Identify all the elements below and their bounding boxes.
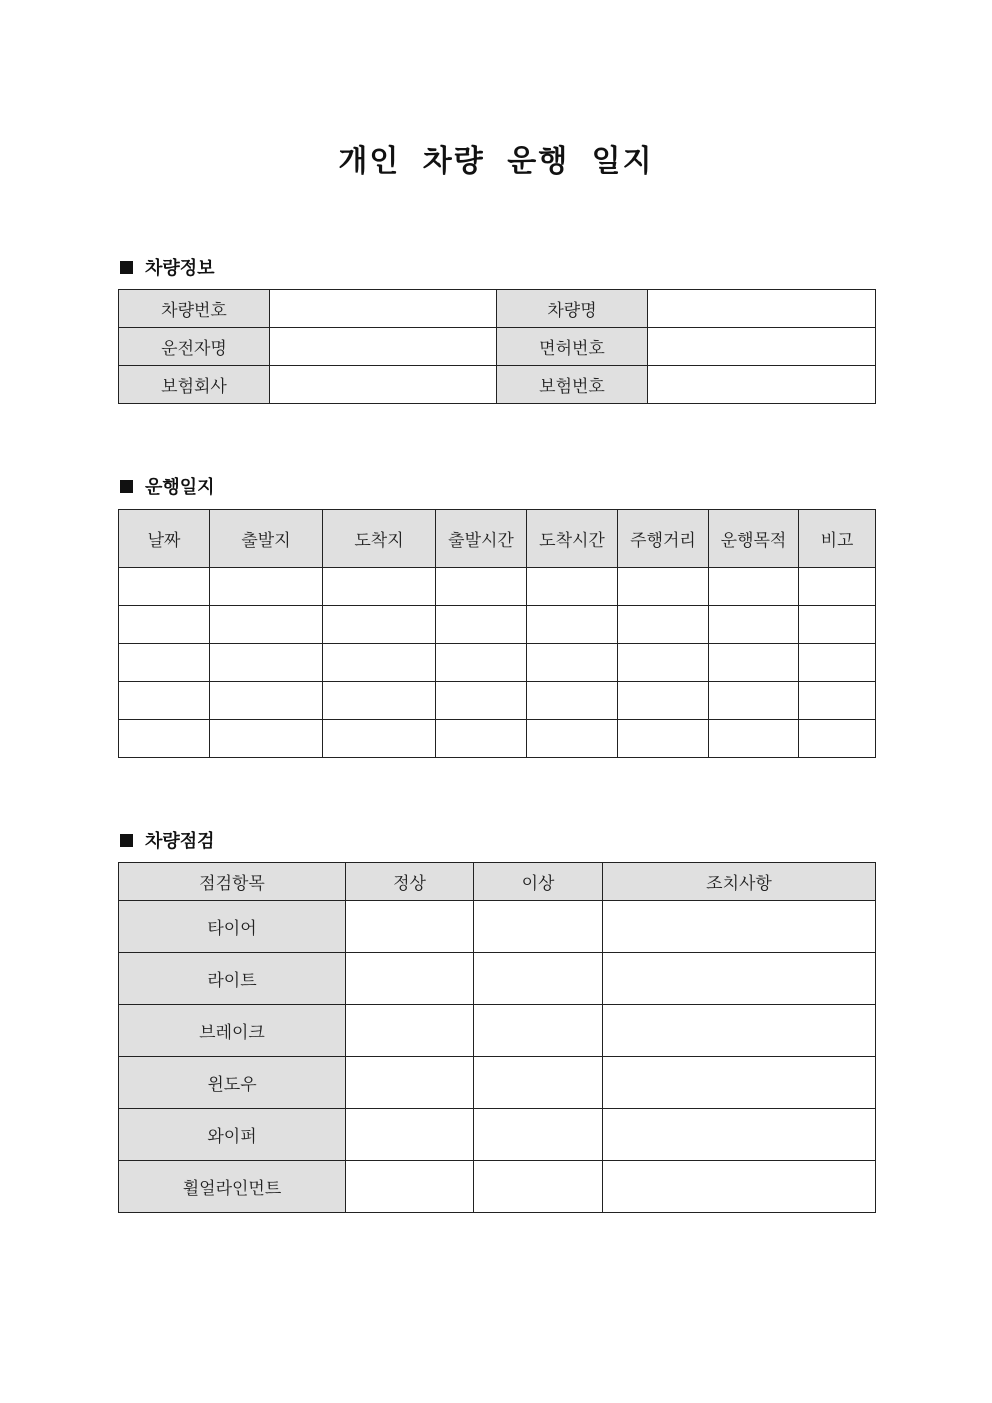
- table-cell[interactable]: [799, 644, 876, 682]
- abnormal-check-cell[interactable]: [474, 953, 603, 1005]
- column-header: 운행목적: [709, 510, 799, 568]
- table-cell[interactable]: [799, 568, 876, 606]
- table-cell[interactable]: [210, 682, 323, 720]
- abnormal-check-cell[interactable]: [474, 901, 603, 953]
- table-cell[interactable]: [527, 606, 618, 644]
- table-cell[interactable]: [527, 682, 618, 720]
- vehicle-info-table: [118, 289, 876, 404]
- table-row: [119, 568, 876, 606]
- normal-check-cell[interactable]: [346, 901, 474, 953]
- table-cell[interactable]: [436, 568, 527, 606]
- table-cell[interactable]: [709, 606, 799, 644]
- table-row: [119, 1109, 876, 1161]
- section-title: 차량점검: [145, 831, 215, 852]
- table-cell[interactable]: [709, 682, 799, 720]
- table-row: [119, 644, 876, 682]
- normal-check-cell[interactable]: [346, 1005, 474, 1057]
- table-cell[interactable]: [119, 682, 210, 720]
- column-header: 출발시간: [436, 510, 527, 568]
- action-taken-cell[interactable]: [603, 1109, 876, 1161]
- table-cell[interactable]: [709, 644, 799, 682]
- abnormal-check-cell[interactable]: [474, 1005, 603, 1057]
- action-taken-cell[interactable]: [603, 1057, 876, 1109]
- table-cell[interactable]: [799, 720, 876, 758]
- normal-check-cell[interactable]: [346, 953, 474, 1005]
- section-heading-inspection: [120, 827, 215, 853]
- inspection-item-label: 브레이크: [119, 1005, 346, 1057]
- field-label: 운전자명: [119, 328, 270, 366]
- table-cell[interactable]: [527, 568, 618, 606]
- field-value[interactable]: [648, 366, 876, 404]
- square-bullet-icon: [120, 834, 133, 847]
- inspection-item-label: 휠얼라인먼트: [119, 1161, 346, 1213]
- table-row: [119, 1005, 876, 1057]
- table-row: [119, 328, 876, 366]
- action-taken-cell[interactable]: [603, 901, 876, 953]
- table-cell[interactable]: [119, 606, 210, 644]
- table-cell[interactable]: [618, 568, 709, 606]
- table-cell[interactable]: [436, 682, 527, 720]
- table-cell[interactable]: [210, 606, 323, 644]
- column-header: 점검항목: [119, 863, 346, 901]
- table-cell[interactable]: [618, 682, 709, 720]
- table-row: [119, 682, 876, 720]
- table-cell[interactable]: [709, 568, 799, 606]
- driving-log-table: [118, 509, 876, 758]
- table-cell[interactable]: [527, 720, 618, 758]
- field-value[interactable]: [270, 290, 497, 328]
- table-header-row: [119, 863, 876, 901]
- field-label: 차량명: [497, 290, 648, 328]
- column-header: 주행거리: [618, 510, 709, 568]
- table-row: [119, 366, 876, 404]
- column-header: 정상: [346, 863, 474, 901]
- table-cell[interactable]: [436, 644, 527, 682]
- table-cell[interactable]: [527, 644, 618, 682]
- table-row: [119, 953, 876, 1005]
- table-cell[interactable]: [323, 606, 436, 644]
- table-row: [119, 1161, 876, 1213]
- table-cell[interactable]: [323, 720, 436, 758]
- abnormal-check-cell[interactable]: [474, 1109, 603, 1161]
- abnormal-check-cell[interactable]: [474, 1057, 603, 1109]
- field-value[interactable]: [648, 328, 876, 366]
- action-taken-cell[interactable]: [603, 1005, 876, 1057]
- inspection-item-label: 타이어: [119, 901, 346, 953]
- column-header: 비고: [799, 510, 876, 568]
- table-cell[interactable]: [618, 644, 709, 682]
- table-row: [119, 290, 876, 328]
- field-value[interactable]: [648, 290, 876, 328]
- table-cell[interactable]: [210, 644, 323, 682]
- section-heading-driving-log: [120, 473, 215, 499]
- square-bullet-icon: [120, 261, 133, 274]
- table-row: [119, 720, 876, 758]
- abnormal-check-cell[interactable]: [474, 1161, 603, 1213]
- table-cell[interactable]: [799, 682, 876, 720]
- table-cell[interactable]: [436, 606, 527, 644]
- table-cell[interactable]: [210, 720, 323, 758]
- square-bullet-icon: [120, 480, 133, 493]
- field-value[interactable]: [270, 328, 497, 366]
- inspection-item-label: 와이퍼: [119, 1109, 346, 1161]
- table-cell[interactable]: [436, 720, 527, 758]
- normal-check-cell[interactable]: [346, 1109, 474, 1161]
- section-title: 운행일지: [145, 477, 215, 498]
- column-header: 도착지: [323, 510, 436, 568]
- column-header: 출발지: [210, 510, 323, 568]
- table-header-row: [119, 510, 876, 568]
- action-taken-cell[interactable]: [603, 1161, 876, 1213]
- table-cell[interactable]: [618, 606, 709, 644]
- table-cell[interactable]: [799, 606, 876, 644]
- action-taken-cell[interactable]: [603, 953, 876, 1005]
- table-cell[interactable]: [119, 644, 210, 682]
- inspection-item-label: 윈도우: [119, 1057, 346, 1109]
- table-cell[interactable]: [323, 568, 436, 606]
- page-title: 개인 차량 운행 일지: [338, 144, 654, 179]
- field-value[interactable]: [270, 366, 497, 404]
- field-label: 보험번호: [497, 366, 648, 404]
- column-header: 도착시간: [527, 510, 618, 568]
- section-title: 차량정보: [145, 258, 215, 279]
- table-row: [119, 901, 876, 953]
- inspection-item-label: 라이트: [119, 953, 346, 1005]
- column-header: 이상: [474, 863, 603, 901]
- field-label: 면허번호: [497, 328, 648, 366]
- table-cell[interactable]: [323, 682, 436, 720]
- normal-check-cell[interactable]: [346, 1161, 474, 1213]
- table-cell[interactable]: [119, 568, 210, 606]
- field-label: 차량번호: [119, 290, 270, 328]
- column-header: 날짜: [119, 510, 210, 568]
- table-cell[interactable]: [709, 720, 799, 758]
- table-row: [119, 606, 876, 644]
- table-cell[interactable]: [210, 568, 323, 606]
- table-cell[interactable]: [618, 720, 709, 758]
- inspection-table: [118, 862, 876, 1213]
- normal-check-cell[interactable]: [346, 1057, 474, 1109]
- section-heading-vehicle-info: [120, 254, 215, 280]
- table-cell[interactable]: [119, 720, 210, 758]
- column-header: 조치사항: [603, 863, 876, 901]
- table-cell[interactable]: [323, 644, 436, 682]
- table-row: [119, 1057, 876, 1109]
- field-label: 보험회사: [119, 366, 270, 404]
